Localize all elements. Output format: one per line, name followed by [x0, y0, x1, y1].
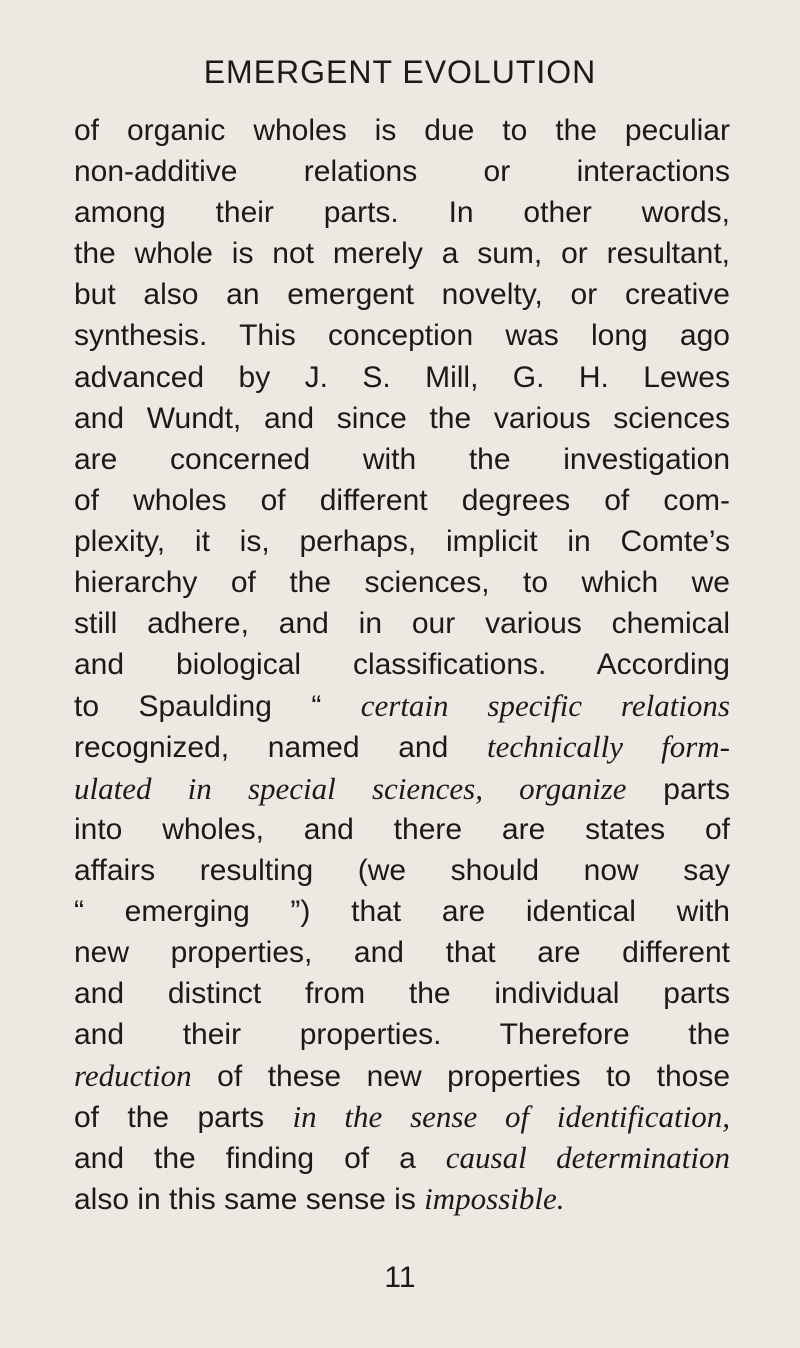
text-line: to Spaulding “ certain specific relations — [74, 688, 730, 724]
text-line: advanced by J. S. Mill, G. H. Lewes — [74, 360, 730, 394]
italic-phrase: in the sense of identification, — [292, 1099, 730, 1135]
text-line: are concerned with the investigation — [74, 442, 730, 476]
text-line: and the finding of a causal determination — [74, 1140, 730, 1176]
running-head: EMERGENT EVOLUTION — [203, 54, 597, 90]
italic-phrase: technically form- — [487, 729, 730, 765]
text-line: synthesis. This conception was long ago — [74, 319, 730, 353]
text-line: plexity, it is, perhaps, implicit in Comte’s — [74, 524, 730, 558]
italic-phrase: causal determination — [445, 1140, 730, 1176]
text-line: the whole is not merely a sum, or resultant, — [74, 237, 730, 271]
italic-phrase: ulated in special sciences, organize — [74, 770, 627, 806]
text-line: and biological classifications. According — [74, 648, 730, 682]
text-line: ulated in special sciences, organize parts — [74, 770, 730, 806]
text-line: reduction of these new properties to those — [74, 1058, 730, 1094]
text-line: of wholes of different degrees of com- — [74, 483, 730, 517]
text-line: hierarchy of the sciences, to which we — [74, 566, 730, 600]
italic-phrase: reduction — [74, 1058, 192, 1094]
text-line: into wholes, and there are states of — [74, 812, 730, 846]
text-line: and distinct from the individual parts — [74, 976, 730, 1010]
page-number: 11 — [384, 1261, 416, 1294]
text-line: “ emerging ”) that are identical with — [74, 894, 730, 928]
text-line: and their properties. Therefore the — [74, 1018, 730, 1052]
text-line: recognized, named and technically form- — [74, 729, 730, 765]
text-line: of the parts in the sense of identification, — [74, 1099, 730, 1135]
body-paragraph — [74, 110, 730, 1220]
text-line: affairs resulting (we should now say — [74, 853, 730, 887]
text-line: and Wundt, and since the various sciences — [74, 401, 730, 435]
text-line: new properties, and that are different — [74, 935, 730, 969]
text-line: still adhere, and in our various chemical — [74, 607, 730, 641]
italic-phrase: certain specific relations — [360, 688, 730, 724]
text-line: also in this same sense is impossible. — [74, 1181, 565, 1217]
text-line: non-additive relations or interactions — [74, 155, 730, 189]
italic-phrase: impossible. — [424, 1181, 565, 1217]
text-line: but also an emergent novelty, or creative — [74, 278, 730, 312]
text-line: among their parts. In other words, — [74, 196, 730, 230]
text-line: of organic wholes is due to the peculiar — [74, 114, 730, 147]
